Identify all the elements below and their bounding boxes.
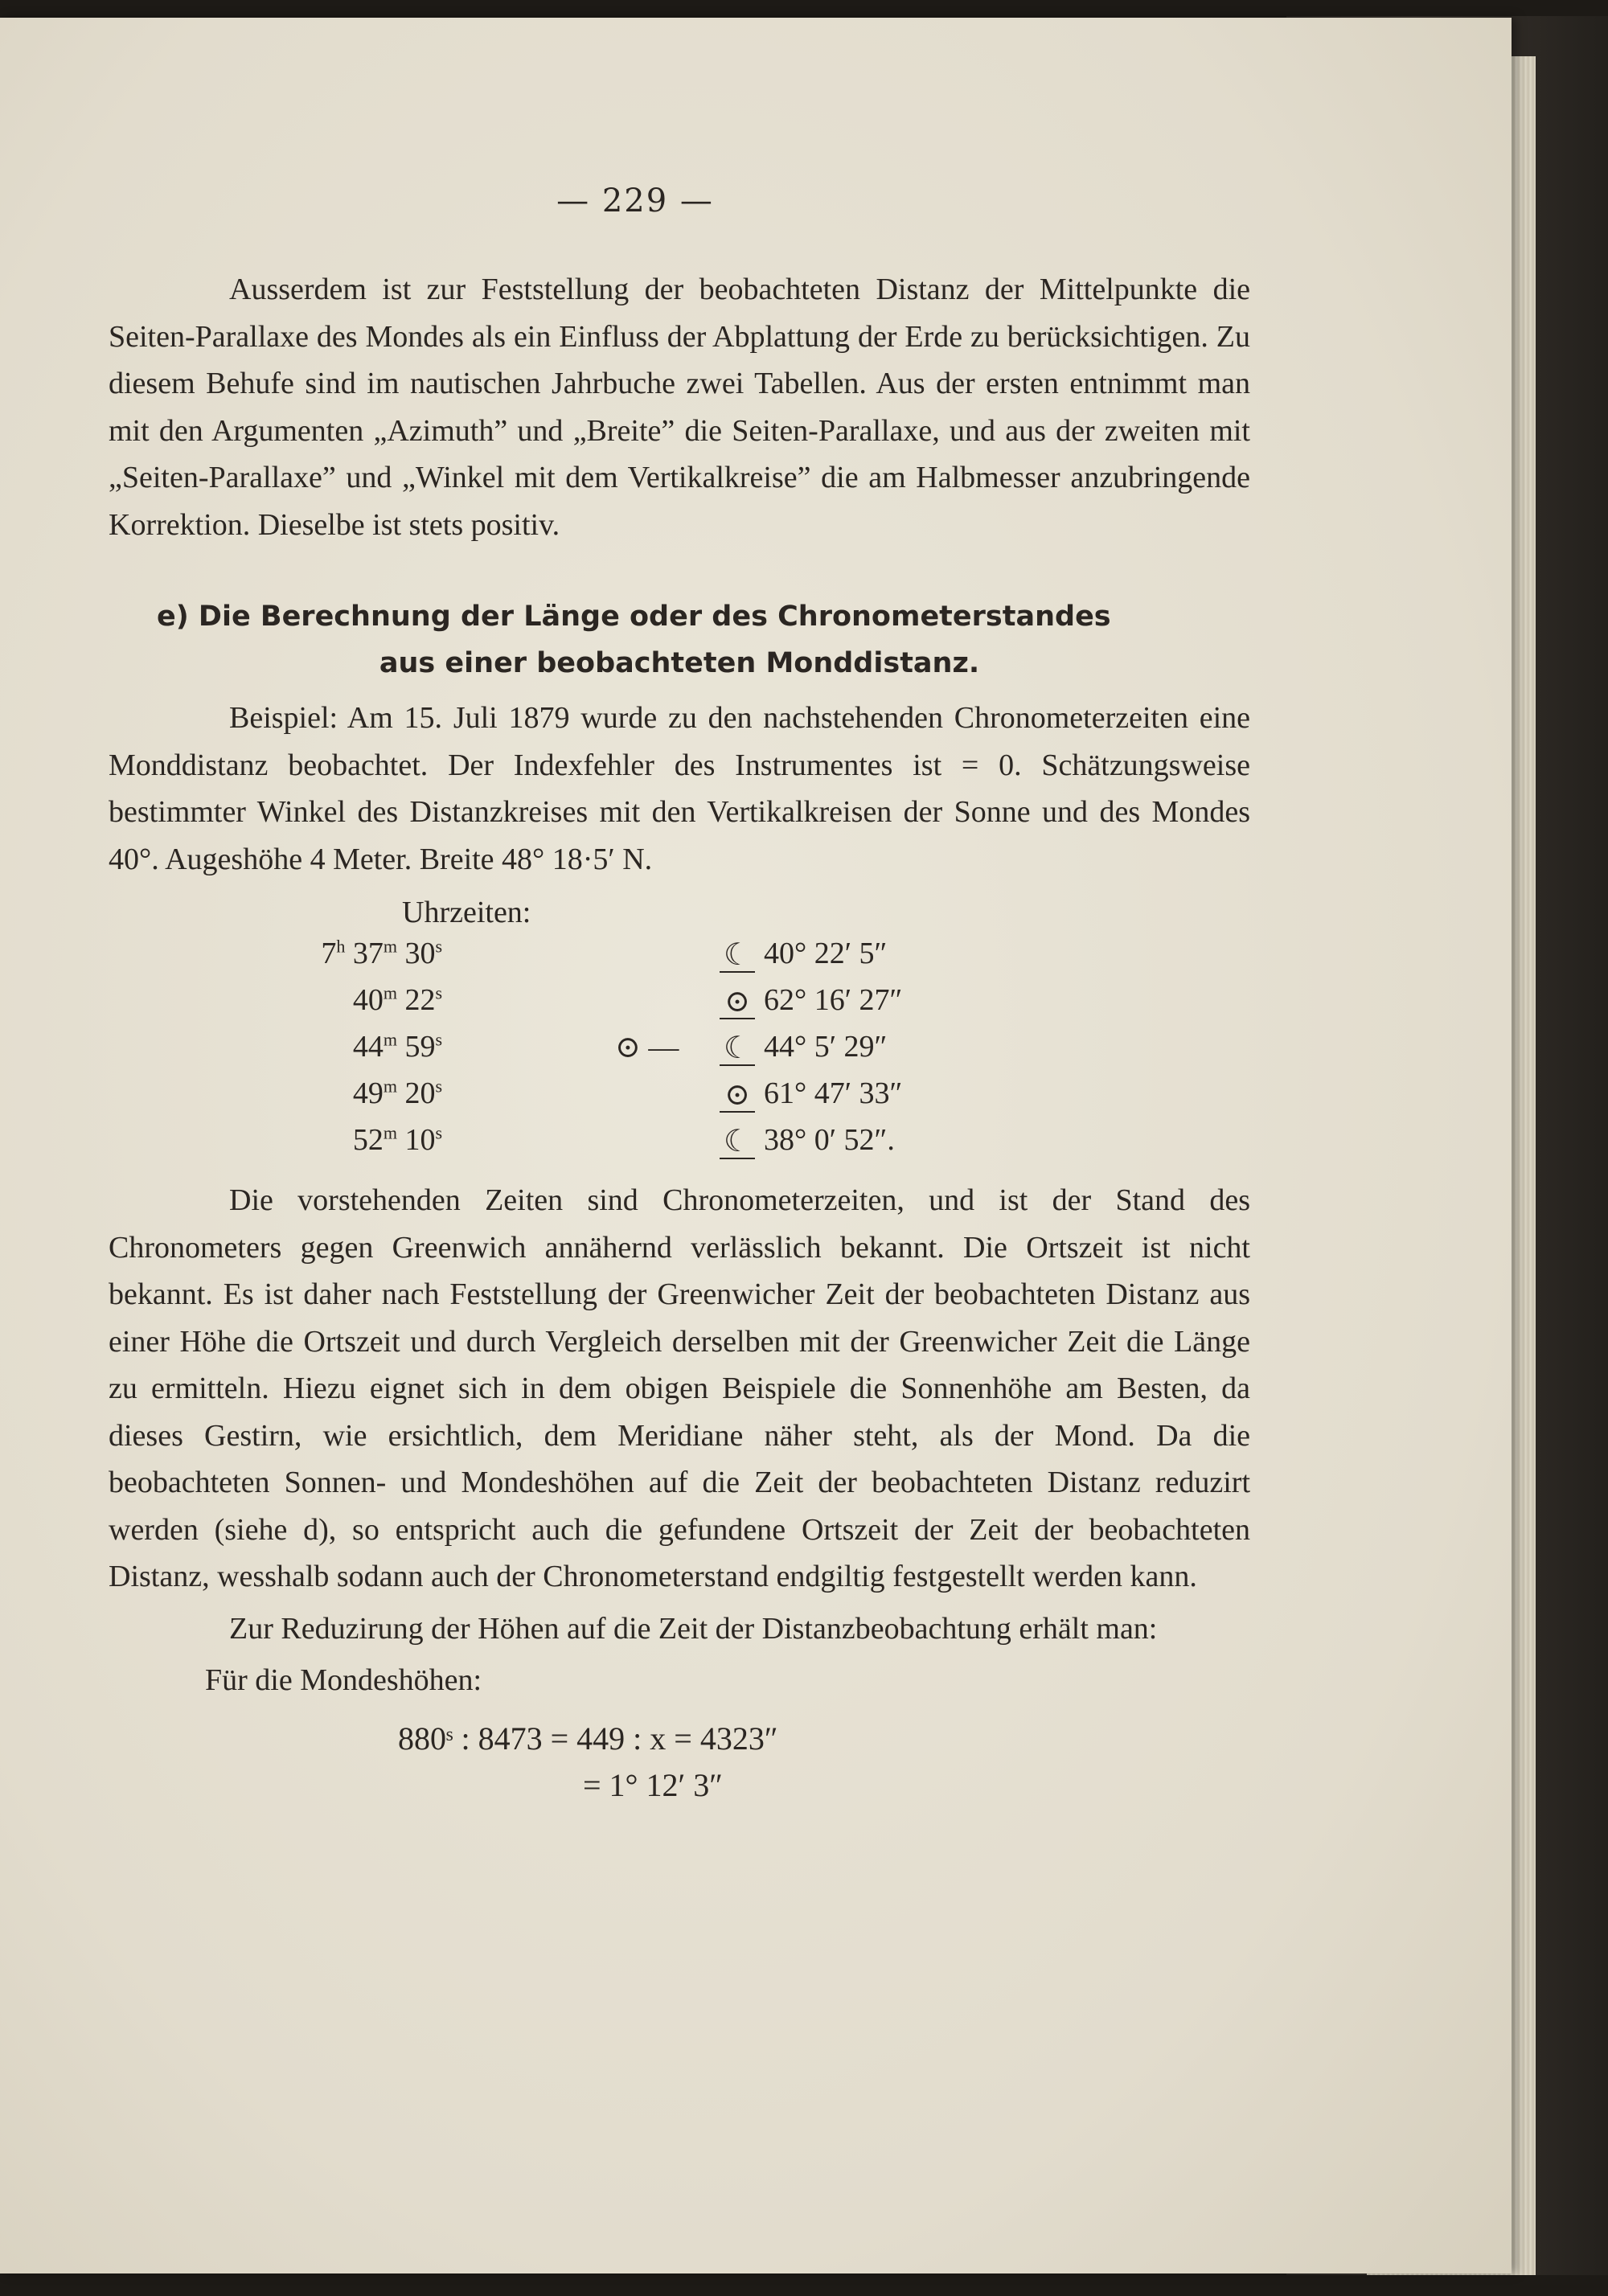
sun-icon: ⊙ (720, 986, 755, 1019)
distance-prefix: ⊙ — (615, 1031, 679, 1064)
observation-row (109, 1076, 1250, 1122)
sun-icon: ⊙ (720, 1079, 755, 1113)
observation-row (109, 1029, 1250, 1076)
observation-time: 44$^m$ 59$^s$ (352, 1029, 442, 1064)
reduction-paragraph: Zur Reduzirung der Höhen auf die Zeit der Distanzbeobachtung erhält man: (229, 1611, 1158, 1646)
moon-icon: ☾ (720, 1125, 755, 1159)
observation-time: 7$^h$ 37$^m$ 30$^s$ (321, 936, 442, 970)
observation-time: 52$^m$ 10$^s$ (352, 1122, 442, 1157)
main-paragraph: Die vorstehenden Zeiten sind Chronometerzeiten, und ist der Stand des Chronometers gegen Greenwich annähernd verlässlich bekannt. Die Ortszeit ist nicht bekannt. Es ist daher nach Feststellung der Greenwicher Zeit der beobachteten Distanz aus einer Höhe die Ortszeit und durch Vergleich derselben mit der Greenwicher Zeit die Länge zu ermitteln. Hiezu eignet sich in dem obigen Beispiele die Sonnenhöhe am Besten, da dieses Gestirn, wie ersichtlich, dem Meridiane näher steht, als der Mond. Da die beobachteten Sonnen- und Mondeshöhen auf die Zeit der beobachteten Distanz reduzirt werden (siehe d), so entspricht auch die gefundene Ortszeit der Zeit der beobachteten Distanz, wesshalb sodann auch der Chronometerstand endgiltig festgestellt werden kann. (109, 1183, 1250, 1593)
observation-angle: 38° 0′ 52″. (764, 1123, 895, 1157)
section-heading (157, 593, 1250, 687)
moon-icon: ☾ (720, 939, 755, 973)
observation-angle: 61° 47′ 33″ (764, 1076, 903, 1110)
observation-time: 40$^m$ 22$^s$ (352, 982, 442, 1017)
moon-icon: ☾ (720, 1032, 755, 1066)
observation-row (109, 982, 1250, 1029)
formula-line-1: 880ˢ : 8473 = 449 : x = 4323″ (398, 1720, 778, 1757)
page-content (109, 182, 1250, 1809)
observation-time: 49$^m$ 20$^s$ (352, 1076, 442, 1110)
example-paragraph: Beispiel: Am 15. Juli 1879 wurde zu den nachstehenden Chronometerzeiten eine Monddistanz beobachtet. Der Indexfehler des Instrumentes ist = 0. Schätzungsweise bestimmter Winkel des Distanzkreises mit den Vertikalkreisen der Sonne und des Mondes 40°. Augeshöhe 4 Meter. Breite 48° 18·5′ N. (109, 701, 1250, 876)
formula-line-2: = 1° 12′ 3″ (583, 1766, 723, 1803)
observation-row (109, 936, 1250, 982)
observation-row (109, 1122, 1250, 1169)
section-heading-line1: e) Die Berechnung der Länge oder des Chronometerstandes (157, 601, 1111, 633)
observation-angle: 44° 5′ 29″ (764, 1030, 888, 1064)
moon-heights-label: Für die Mondeshöhen: (205, 1663, 482, 1697)
observation-angle: 62° 16′ 27″ (764, 983, 903, 1017)
observation-angle: 40° 22′ 5″ (764, 937, 888, 970)
times-title: Uhrzeiten: (402, 896, 531, 929)
intro-paragraph: Ausserdem ist zur Feststellung der beobachteten Distanz der Mittelpunkte die Seiten-Parallaxe des Mondes als ein Einfluss der Abplattung der Erde zu berücksichtigen. Zu diesem Behufe sind im nautischen Jahrbuche zwei Tabellen. Aus der ersten entnimmt man mit den Argumenten „Azimuth” und „Breite” die Seiten-Parallaxe, und aus der zweiten mit „Seiten-Parallaxe” und „Winkel mit dem Vertikalkreise” die am Halbmesser anzubringende Korrektion. Dieselbe ist stets positiv. (109, 273, 1250, 542)
page-number: — 229 — (556, 182, 714, 219)
section-heading-line2: aus einer beobachteten Monddistanz. (379, 647, 980, 679)
observation-table (109, 936, 1250, 1177)
book-page (0, 18, 1512, 2273)
